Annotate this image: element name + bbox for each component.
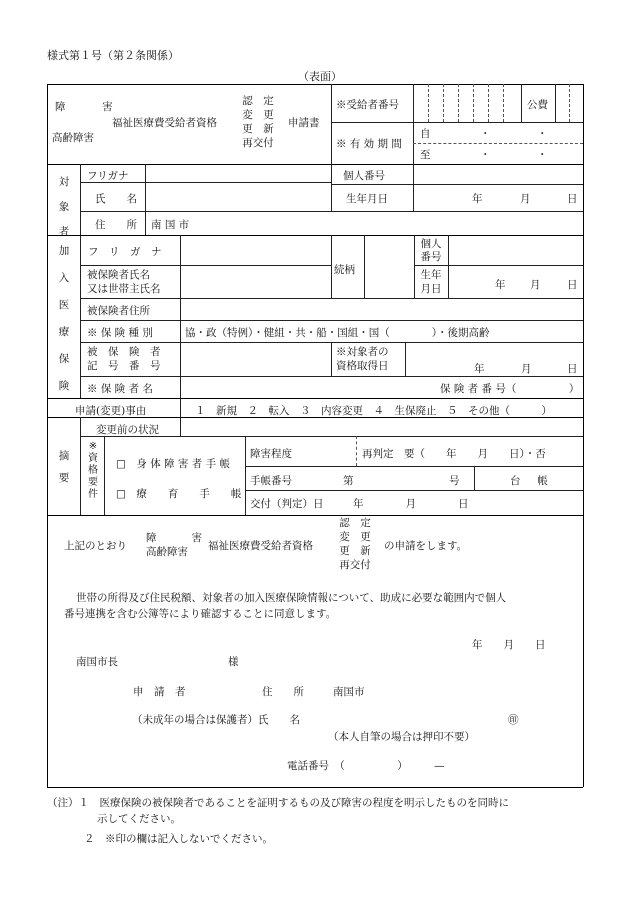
mayor-sama: 様 — [228, 656, 239, 668]
subject-birth-month: 月 — [520, 193, 531, 205]
subject-my-number-label: 個人番号 — [343, 170, 385, 182]
requirements-label: ※ 資 格 要 件 — [88, 441, 98, 500]
note-1-line1: （注）１ 医療保険の被保険者であることを証明するもの及び障害の程度を明示したものを同時に — [47, 797, 509, 809]
insurance-type-options[interactable]: 協・政（特例）・健組・共・船・国組・国（ ）・後期高齢 — [185, 327, 490, 339]
validity-to-dot1: ・ — [480, 149, 491, 161]
public-fee-label: 公費 — [527, 99, 548, 111]
seal-note: （本人自筆の場合は押印不要） — [328, 731, 475, 743]
insured-symbol-label: 被 保 険 者 記 号 番 号 — [87, 346, 161, 372]
insured-address-label: 被保険者住所 — [87, 305, 150, 317]
subject-name-label: 氏 名 — [95, 193, 137, 205]
phone-number-field[interactable]: 電話番号 （ ） — — [287, 760, 445, 772]
subject-group-label: 対 象 者 — [58, 176, 70, 238]
insurer-number-label: 保 険 者 番 号（ ） — [440, 383, 580, 395]
declaration-qualification: 福祉医療費受給者資格 — [208, 540, 313, 552]
validity-from-dot1: ・ — [480, 128, 491, 140]
acquisition-day: 日 — [567, 363, 578, 375]
title-suffix: 申請書 — [288, 117, 320, 129]
previous-status-label: 変更前の状況 — [96, 424, 159, 436]
rejudge-field[interactable]: 再判定 要（ 年 月 日）・否 — [362, 448, 546, 460]
subject-birth-day: 日 — [567, 193, 578, 205]
validity-period-label: ※ 有 効 期 間 — [336, 138, 402, 150]
title-category-elderly: 高齢障害 — [52, 132, 94, 144]
insurer-name-label: ※ 保 険 者 名 — [87, 383, 153, 395]
insurance-group-label: 加 入 医 療 保 険 — [58, 245, 70, 392]
applicant-label: 申 請 者 — [133, 686, 186, 698]
note-1-line2: 示してください。 — [97, 813, 181, 825]
insured-name-label: 被保険者氏名 又は世帯主氏名 — [87, 269, 161, 295]
book-number-dai: 第 — [343, 475, 354, 487]
title-category-disability: 障 害 — [55, 101, 118, 113]
subject-birth-year: 年 — [472, 193, 483, 205]
declaration-category: 障 害 高齢障害 — [146, 532, 207, 558]
acquisition-date-label: ※対象者の 資格取得日 — [336, 346, 389, 372]
book-number-go: 号 — [449, 475, 460, 487]
subject-address-label: 住 所 — [95, 219, 137, 231]
acquisition-year: 年 — [474, 363, 485, 375]
insurance-furigana-label: フ リ ガ ナ — [88, 246, 162, 258]
rehabilitation-book-checkbox[interactable]: □ 療 育 手 帳 — [116, 488, 242, 500]
applicant-address-value[interactable]: 南国市 — [333, 686, 365, 698]
insured-birth-month: 月 — [530, 279, 541, 291]
applicant-address-label: 住 所 — [262, 686, 304, 698]
declaration-tail: の申請をします。 — [384, 540, 468, 552]
title-type-list: 認 定 変 更 更 新 再交付 — [242, 95, 274, 149]
applicant-name-label: （未成年の場合は保護者）氏 名 — [132, 714, 300, 726]
application-date[interactable]: 年 月 日 — [472, 639, 546, 651]
validity-from-dot2: ・ — [537, 128, 548, 140]
side-label: （表面） — [298, 70, 342, 83]
acquisition-month: 月 — [521, 363, 532, 375]
summary-group-label: 摘 要 — [58, 450, 70, 484]
mayor-label: 南国市長 — [76, 656, 118, 668]
validity-to-dot2: ・ — [537, 149, 548, 161]
form-number: 様式第１号（第２条関係） — [47, 49, 179, 62]
subject-birth-label: 生年月日 — [346, 193, 388, 205]
physical-disability-book-checkbox[interactable]: □ 身 体 障 害 者 手 帳 — [116, 458, 230, 470]
insurance-birth-label: 生年 月日 — [420, 269, 442, 295]
issue-date-field[interactable]: 年 月 日 — [353, 498, 469, 510]
insured-birth-day: 日 — [567, 279, 578, 291]
issue-date-label: 交付（判定）日 — [250, 498, 324, 510]
recipient-number-label: ※受給者番号 — [336, 99, 399, 111]
validity-to-label: 至 — [420, 149, 431, 161]
consent-text-line1: 世帯の所得及び住民税額、対象者の加入医療保険情報について、助成に必要な範囲内で個人 — [76, 592, 507, 604]
declaration-type-list: 認 定 変 更 更 新 再交付 — [339, 517, 371, 571]
subject-furigana-label: フリガナ — [87, 170, 129, 182]
insurance-type-label: ※ 保 険 種 別 — [87, 327, 153, 339]
insured-birth-year: 年 — [495, 279, 506, 291]
validity-from-label: 自 — [420, 128, 431, 140]
reason-options[interactable]: １ 新規 ２ 転入 ３ 内容変更 ４ 生保廃止 ５ その他（ ） — [195, 405, 552, 417]
consent-text-line2: 番号連携を含む公簿等により確認することに同意します。 — [64, 608, 337, 620]
relation-label: 続柄 — [334, 264, 355, 276]
subject-address-value[interactable]: 南 国 市 — [151, 219, 190, 231]
insurance-my-number-label: 個人 番号 — [420, 238, 442, 263]
title-qualification-name: 福祉医療費受給者資格 — [112, 117, 217, 129]
seal-mark: ㊞ — [508, 714, 519, 726]
declaration-lead: 上記のとおり — [64, 540, 127, 552]
reason-label: 申請(変更)事由 — [75, 405, 147, 417]
disability-degree-label: 障害程度 — [250, 448, 292, 460]
note-2: ２ ※印の欄は記入しないでください。 — [84, 833, 273, 845]
book-number-label: 手帳番号 — [250, 475, 292, 487]
ledger-label: 台 帳 — [510, 475, 551, 487]
